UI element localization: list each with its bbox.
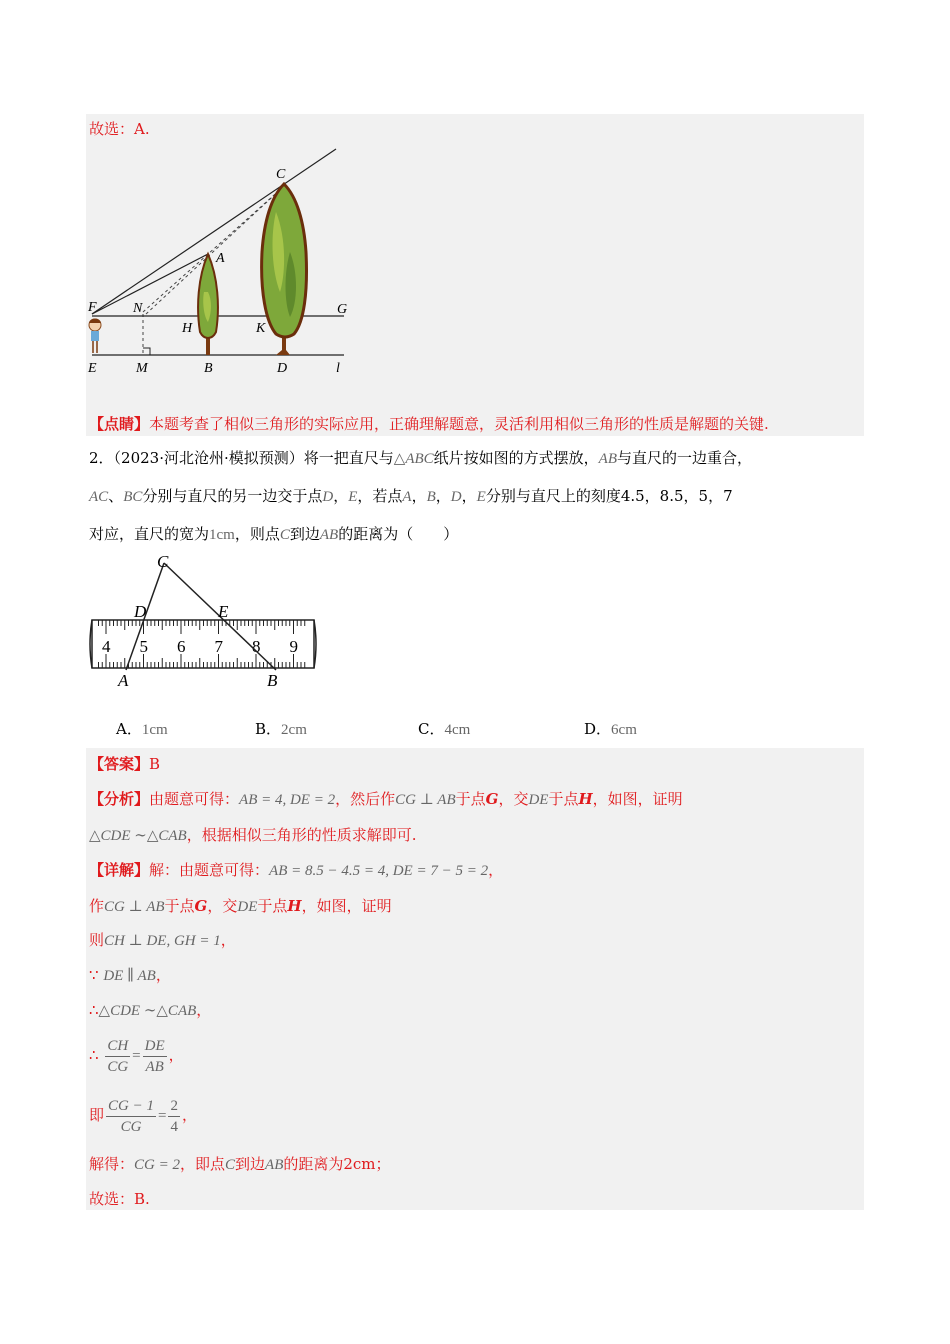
ruler-number: 8 [252,637,261,656]
tree-similar-triangle-figure [86,142,356,382]
option-b[interactable]: B．2cm [255,720,307,738]
label-c: C [276,167,286,182]
answer-line: 【答案】B [89,755,161,773]
label-l: l [336,361,340,376]
right-angle-mark [143,348,150,355]
ruler-number: 7 [214,637,223,656]
label-b: B [267,671,278,690]
fraction-ch-cg: $\frac{CH}{CG}$ [107,1037,129,1075]
q1-tip-line [89,414,769,434]
ruler-number: 6 [177,637,186,656]
label-a: A [118,671,129,690]
q2-solution-block [86,748,864,1210]
fraction-de-ab: $\frac{DE}{AB}$ [144,1037,165,1075]
detail-line-6: ∴ $\frac{CH}{CG}$ = $\frac{DE}{AB}$ ， [89,1037,184,1075]
label-d: D [277,361,288,376]
label-f: F [88,300,97,315]
option-d[interactable]: D．6cm [584,720,637,738]
label-h: H [182,321,193,336]
ruler-number: 9 [289,637,298,656]
label-c: C [157,552,169,571]
q2-stem-line-2: AC、BC分别与直尺的另一边交于点D，E，若点A，B，D，E分别与直尺上的刻度4.5，8.5，5，7 [89,487,733,505]
fraction-cg-minus-1: $\frac{CG - 1}{CG}$ [108,1097,154,1135]
q2-stem-line-1: 2．（2023·河北沧州·模拟预测）将一把直尺与△ABC纸片按如图的方式摆放，AB与直尺的一边重合， [89,449,753,467]
analysis-line-1: 【分析】由题意可得：AB = 4, DE = 2，然后作CG ⊥ AB于点G，交DE于点H，如图，证明 [89,790,683,808]
ruler-body [92,620,314,668]
label-a: A [216,251,225,266]
tip-label: 【点睛】 [89,415,150,433]
label-g: G [337,302,348,317]
detail-line-5: ∴△CDE ∼△CAB， [89,1001,212,1019]
final-answer-line: 故选：B. [89,1190,150,1208]
fraction-2-4: $\frac{2}{4}$ [170,1097,178,1135]
detail-line-1: 【详解】解：由题意可得：AB = 8.5 − 4.5 = 4, DE = 7 − 5 = 2， [89,861,504,879]
small-tree-icon [198,254,218,355]
option-c[interactable]: C．4cm [418,720,471,738]
label-b: B [204,361,213,376]
tip-text: 本题考查了相似三角形的实际应用，正确理解题意，灵活利用相似三角形的性质是解题的关键. [149,415,769,433]
detail-line-8: 解得：CG = 2，即点C到边AB的距离为2cm； [89,1155,391,1173]
label-d: D [134,602,147,621]
analysis-line-2: △CDE ∼△CAB，根据相似三角形的性质求解即可. [89,826,417,844]
ruler-number: 5 [139,637,148,656]
ruler-triangle-figure [86,550,326,695]
q1-answer-line: 故选：A. [89,120,150,138]
girl-icon [89,319,101,354]
large-tree-icon [262,184,307,355]
option-a[interactable]: A．1cm [116,720,168,738]
ruler-number: 4 [102,637,111,656]
detail-line-4: ∵ DE ∥ AB， [89,966,171,984]
detail-line-2: 作CG ⊥ AB于点G，交DE于点H，如图，证明 [89,897,392,915]
label-n: N [133,301,143,316]
q2-stem-line-3: 对应，直尺的宽为1cm，则点C到边AB的距离为（ ） [89,525,459,543]
detail-line-3: 则CH ⊥ DE, GH = 1， [89,931,236,949]
sight-line-fa [92,254,208,314]
detail-line-7: 即 $\frac{CG - 1}{CG}$ = $\frac{2}{4}$ ， [89,1097,197,1135]
label-k: K [256,321,266,336]
label-e: E [88,361,97,376]
label-m: M [136,361,148,376]
label-e: E [218,602,229,621]
